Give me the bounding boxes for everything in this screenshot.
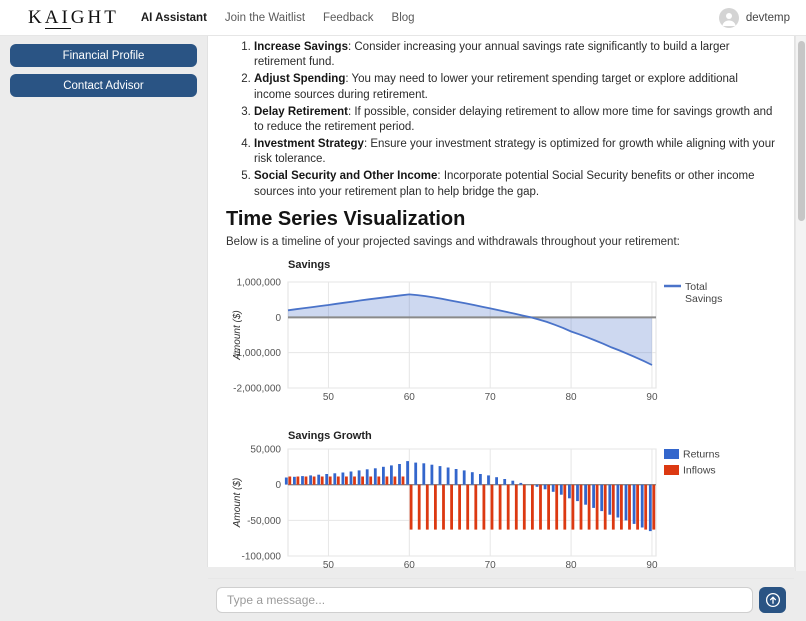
svg-text:80: 80 <box>565 559 577 571</box>
financial-profile-button[interactable]: Financial Profile <box>10 44 197 67</box>
message-composer <box>208 578 794 621</box>
sidebar <box>0 36 207 571</box>
svg-text:Amount ($): Amount ($) <box>232 309 243 360</box>
list-item: 1. Increase Savings: Consider increasing your annual savings rate significantly to build a larger retirement fund. <box>254 40 778 70</box>
savings-chart <box>226 256 778 411</box>
top-nav <box>0 0 806 36</box>
svg-text:90: 90 <box>646 391 658 403</box>
username-label: devtemp <box>745 11 790 24</box>
savings-growth-chart <box>226 427 778 578</box>
svg-text:90: 90 <box>646 559 658 571</box>
nav-item-ai-assistant[interactable]: AI Assistant <box>140 11 207 24</box>
list-item: 3. Delay Retirement: If possible, consider delaying retirement to allow more time for savings growth and to reduce the retirement period. <box>254 105 778 135</box>
svg-text:-50,000: -50,000 <box>247 515 281 527</box>
svg-text:70: 70 <box>484 559 496 571</box>
svg-text:1,000,000: 1,000,000 <box>236 277 281 289</box>
svg-text:-100,000: -100,000 <box>241 551 281 563</box>
chat-panel <box>207 36 795 571</box>
svg-text:70: 70 <box>484 391 496 403</box>
nav-item-feedback[interactable]: Feedback <box>323 11 374 24</box>
app-logo[interactable]: KAIGHT <box>28 6 119 28</box>
user-menu[interactable] <box>719 8 790 28</box>
scrollbar-thumb[interactable] <box>798 41 805 221</box>
user-avatar-icon <box>719 8 739 28</box>
svg-text:Amount ($): Amount ($) <box>232 477 243 527</box>
svg-text:0: 0 <box>275 312 281 324</box>
page-body <box>0 36 806 571</box>
send-button[interactable] <box>759 587 786 613</box>
svg-text:60: 60 <box>403 391 415 403</box>
arrow-up-circle-icon <box>765 592 781 608</box>
svg-text:-1,000,000: -1,000,000 <box>233 347 281 359</box>
svg-text:50,000: 50,000 <box>250 444 281 456</box>
list-item: 5. Social Security and Other Income: Incorporate potential Social Security benefits or other income sources into your retirement plan to help bridge the gap. <box>254 169 778 199</box>
svg-text:50: 50 <box>322 559 335 571</box>
section-title: Time Series Visualization <box>226 207 466 230</box>
message-input[interactable] <box>216 587 753 613</box>
recommendation-list <box>226 40 778 200</box>
svg-text:-2,000,000: -2,000,000 <box>233 383 281 395</box>
contact-advisor-button[interactable]: Contact Advisor <box>10 74 197 97</box>
svg-text:Inflows: Inflows <box>683 464 716 477</box>
main-nav <box>141 12 415 24</box>
svg-text:80: 80 <box>565 391 577 403</box>
svg-text:Savings: Savings <box>288 258 331 271</box>
svg-text:50: 50 <box>322 391 335 403</box>
svg-text:60: 60 <box>403 559 415 571</box>
svg-text:0: 0 <box>275 479 281 491</box>
list-item: 4. Investment Strategy: Ensure your investment strategy is optimized for growth while aligning with your risk tolerance. <box>254 137 778 167</box>
list-item: 2. Adjust Spending: You may need to lower your retirement spending target or explore additional income sources during retirement. <box>254 72 778 102</box>
nav-item-blog[interactable]: Blog <box>391 11 415 24</box>
nav-item-join-waitlist[interactable]: Join the Waitlist <box>224 11 306 24</box>
assistant-message <box>208 36 794 578</box>
section-subtitle: Below is a timeline of your projected savings and withdrawals throughout your retirement: <box>226 235 680 248</box>
svg-text:Total: Total <box>685 280 708 293</box>
svg-text:Savings: Savings <box>685 292 723 305</box>
scrollbar-track[interactable] <box>795 36 806 571</box>
svg-text:Returns: Returns <box>683 448 720 461</box>
svg-text:Savings Growth: Savings Growth <box>288 429 372 442</box>
